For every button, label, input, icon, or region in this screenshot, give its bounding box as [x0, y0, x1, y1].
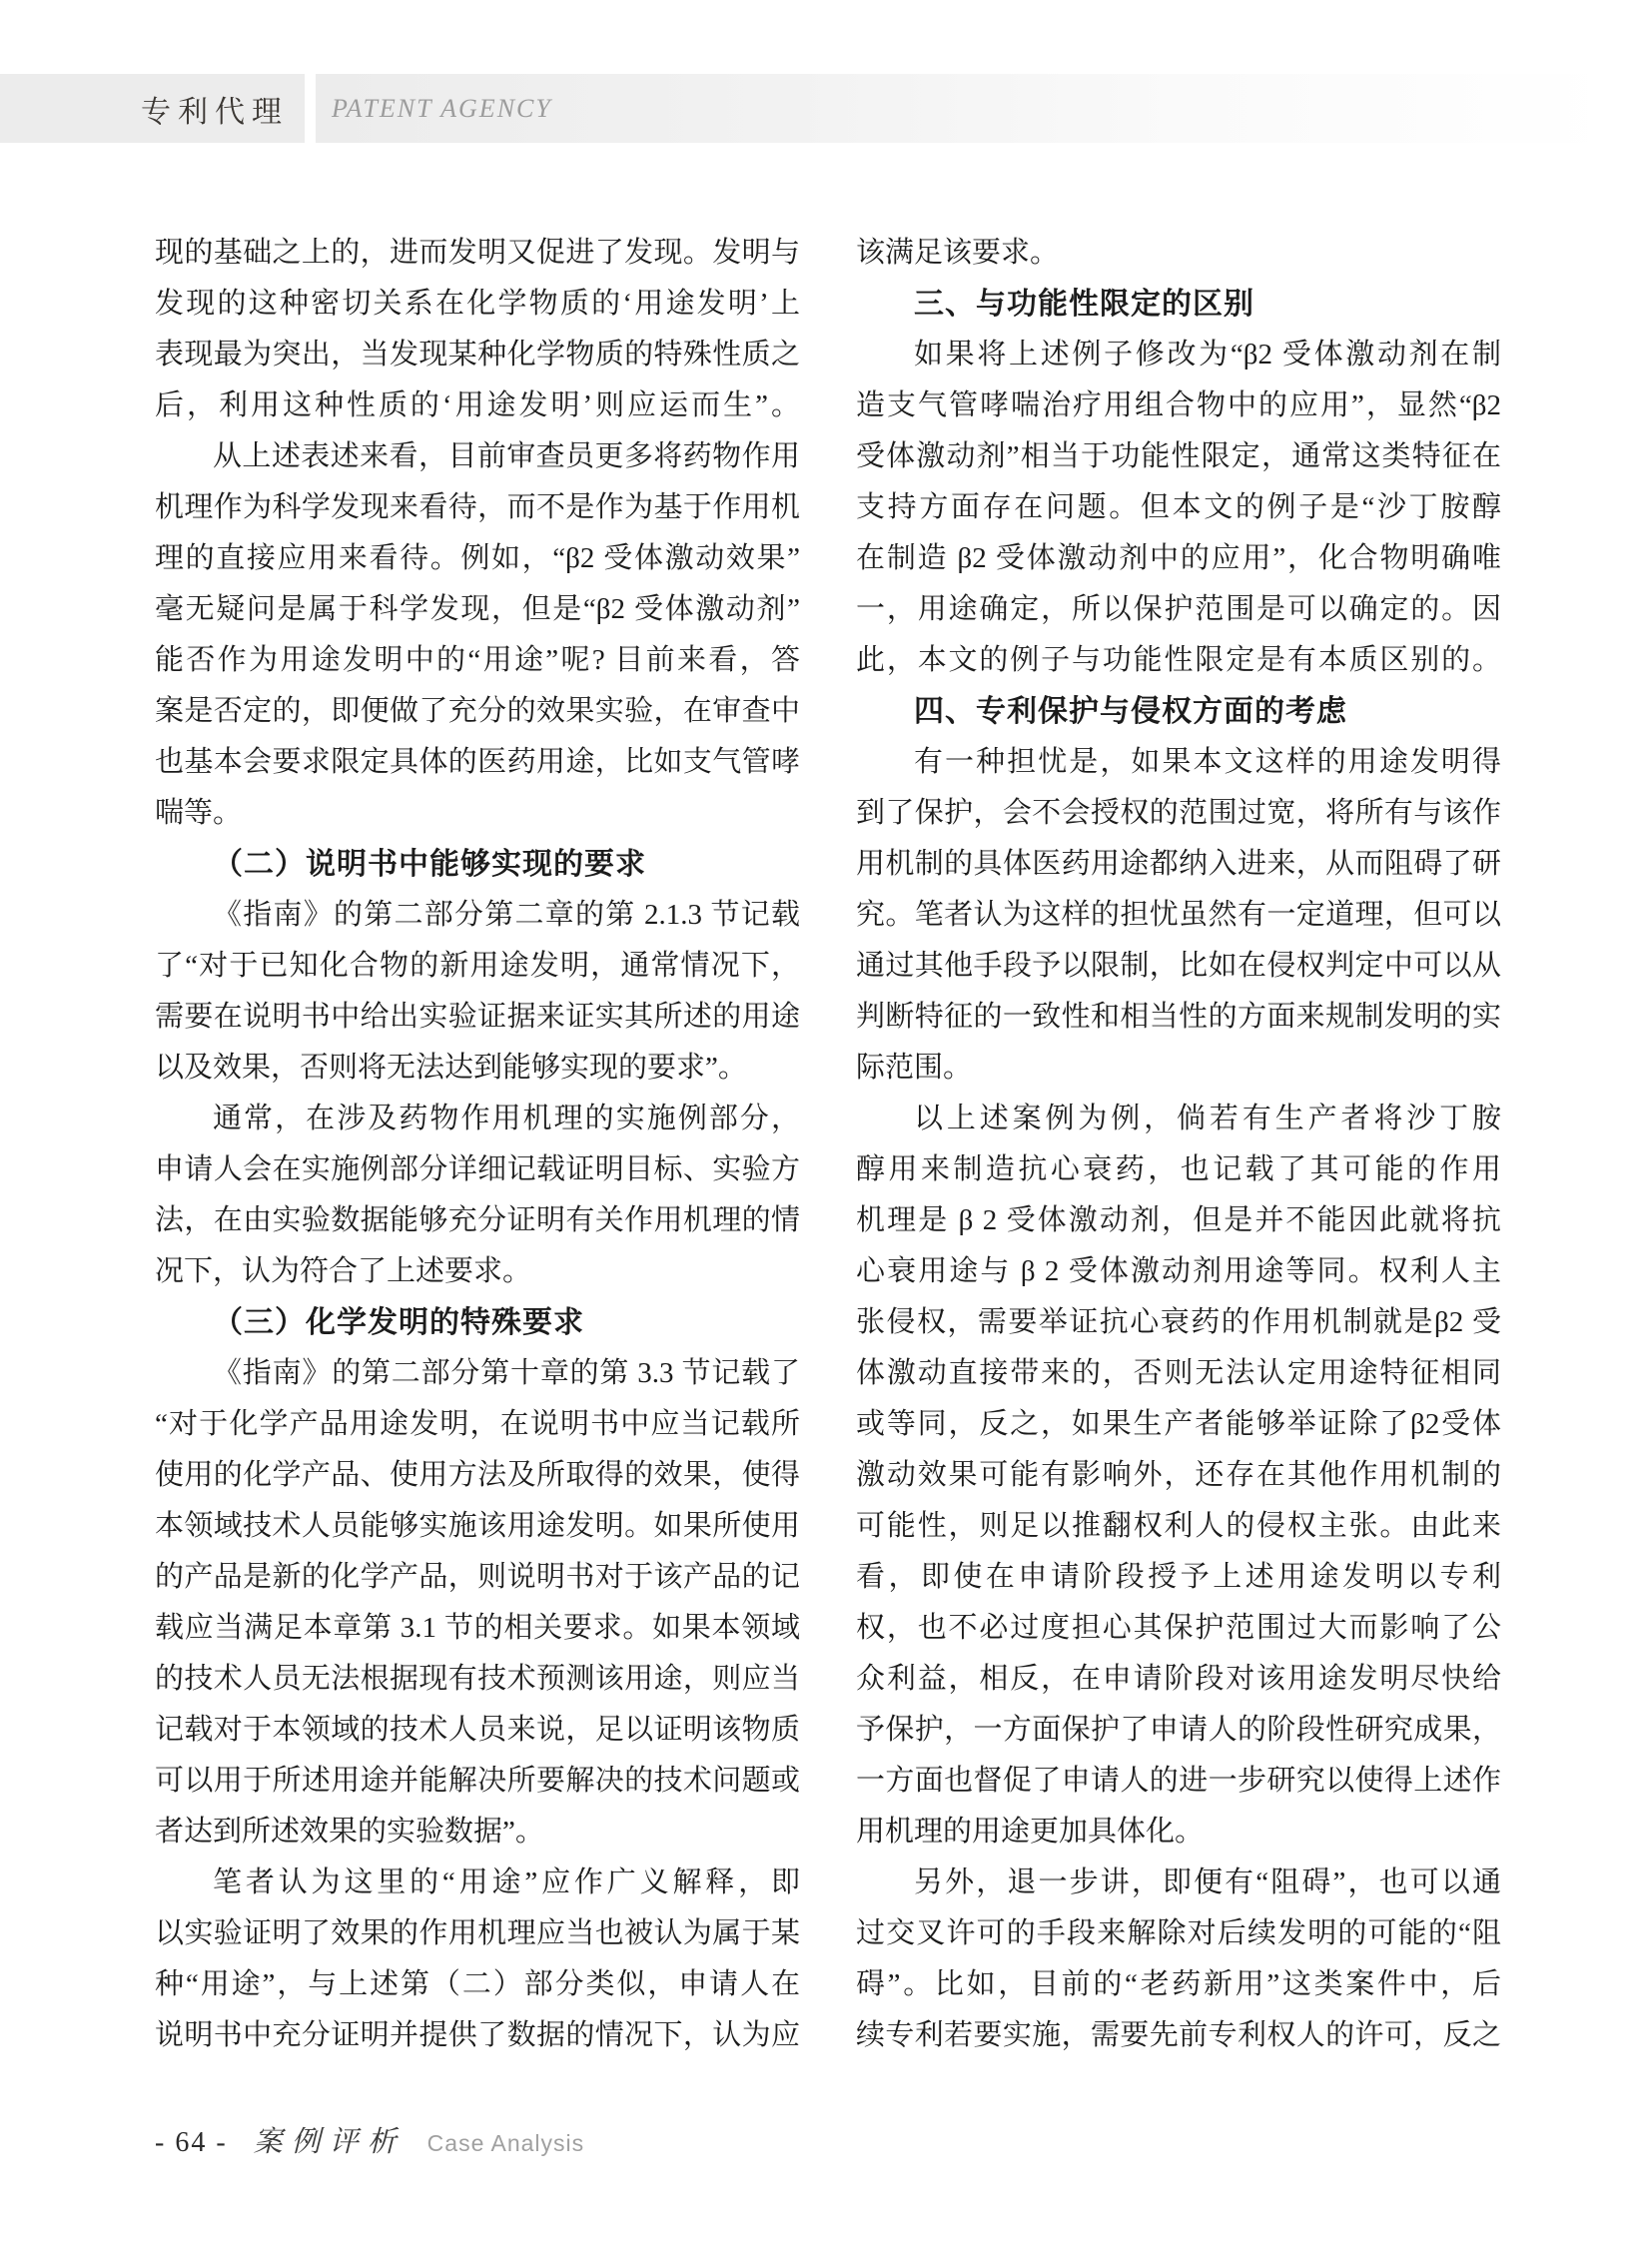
section-heading: （三）化学发明的特殊要求	[213, 1306, 584, 1339]
body-text-line: 《指南》的第二部分第二章的第 2.1.3 节记载	[213, 899, 800, 931]
body-text-line: 一，用途确定，所以保护范围是可以确定的。因	[856, 593, 1501, 625]
body-text-line: 心衰用途与 β 2 受体激动剂用途等同。权利人主	[856, 1255, 1501, 1287]
body-text-line: 醇用来制造抗心衰药，也记载了其可能的作用	[856, 1153, 1501, 1185]
body-text-line: 载应当满足本章第 3.1 节的相关要求。如果本领域	[155, 1612, 800, 1644]
body-text-line: 可能性，则足以推翻权利人的侵权主张。由此来	[856, 1510, 1501, 1542]
body-text-line: 的产品是新的化学产品，则说明书对于该产品的记	[155, 1561, 800, 1593]
section-heading: 三、与功能性限定的区别	[914, 288, 1254, 321]
body-text-line: 支持方面存在问题。但本文的例子是“沙丁胺醇	[856, 491, 1501, 523]
section-heading: （二）说明书中能够实现的要求	[213, 848, 646, 881]
body-text-line: 法，在由实验数据能够充分证明有关作用机理的情	[155, 1204, 800, 1236]
body-text-line: 用机理的用途更加具体化。	[856, 1816, 1205, 1848]
body-text-line: 如果将上述例子修改为“β2 受体激动剂在制	[914, 339, 1501, 371]
body-text-line: 种“用途”，与上述第（二）部分类似，申请人在	[155, 1968, 800, 2000]
page-subtitle: PATENT AGENCY	[332, 93, 552, 123]
body-text-line: 机理是 β 2 受体激动剂，但是并不能因此就将抗	[856, 1204, 1501, 1236]
body-text-line: 笔者认为这里的“用途”应作广义解释，即	[213, 1867, 800, 1898]
body-text-line: 通常，在涉及药物作用机理的实施例部分，	[213, 1103, 800, 1134]
body-text-line: 可以用于所述用途并能解决所要解决的技术问题或	[155, 1765, 800, 1797]
body-text-line: 的技术人员无法根据现有技术预测该用途，则应当	[155, 1663, 800, 1695]
body-text-line: 机理作为科学发现来看待，而不是作为基于作用机	[155, 491, 800, 523]
body-text-line: 权，也不必过度担心其保护范围过大而影响了公	[856, 1612, 1501, 1644]
body-text-line: 另外，退一步讲，即便有“阻碍”，也可以通	[914, 1867, 1501, 1898]
body-text-line: 该满足该要求。	[856, 237, 1060, 269]
body-text-line: 也基本会要求限定具体的医药用途，比如支气管哮	[155, 746, 800, 778]
body-text-line: 张侵权，需要举证抗心衰药的作用机制就是β2 受	[856, 1306, 1501, 1338]
body-text-line: 过交叉许可的手段来解除对后续发明的可能的“阻	[856, 1917, 1501, 1949]
body-text-line: 激动效果可能有影响外，还存在其他作用机制的	[856, 1459, 1501, 1491]
body-text-line: 判断特征的一致性和相当性的方面来规制发明的实	[856, 1001, 1501, 1033]
body-text-line: 受体激动剂”相当于功能性限定，通常这类特征在	[856, 440, 1501, 472]
body-text-line: 申请人会在实施例部分详细记载证明目标、实验方	[155, 1153, 800, 1185]
body-text-line: 记载对于本领域的技术人员来说，足以证明该物质	[155, 1714, 800, 1746]
body-text-line: 案是否定的，即便做了充分的效果实验，在审查中	[155, 695, 800, 727]
page-number: - 64 -	[155, 2127, 228, 2158]
body-text-line: 到了保护，会不会授权的范围过宽，将所有与该作	[856, 797, 1501, 829]
body-text-line: 看，即使在申请阶段授予上述用途发明以专利	[856, 1561, 1501, 1593]
body-text-line: 一方面也督促了申请人的进一步研究以使得上述作	[856, 1765, 1501, 1797]
page-title: 专利代理	[141, 95, 289, 129]
section-heading: 四、专利保护与侵权方面的考虑	[914, 695, 1347, 728]
body-text-line: 表现最为突出，当发现某种化学物质的特殊性质之	[155, 339, 800, 371]
body-text-line: 续专利若要实施，需要先前专利权人的许可，反之	[856, 2019, 1501, 2051]
body-text-line: 况下，认为符合了上述要求。	[155, 1255, 532, 1287]
body-text-line: 予保护，一方面保护了申请人的阶段性研究成果，	[856, 1714, 1501, 1746]
body-text-line: 以上述案例为例，倘若有生产者将沙丁胺	[914, 1103, 1501, 1134]
header-band-divider	[305, 74, 316, 143]
body-text-line: 理的直接应用来看待。例如，“β2 受体激动效果”	[155, 542, 800, 574]
body-text-line: 有一种担忧是，如果本文这样的用途发明得	[914, 746, 1501, 778]
footer-section-title-en: Case Analysis	[426, 2130, 585, 2156]
body-text-line: 喘等。	[155, 797, 243, 829]
body-text-line: 或等同，反之，如果生产者能够举证除了β2受体	[856, 1408, 1501, 1440]
body-text-line: 现的基础之上的，进而发明又促进了发现。发明与	[155, 237, 800, 269]
body-text-line: 以实验证明了效果的作用机理应当也被认为属于某	[155, 1917, 800, 1949]
body-text-line: 众利益，相反，在申请阶段对该用途发明尽快给	[856, 1663, 1501, 1695]
body-text-line: 本领域技术人员能够实施该用途发明。如果所使用	[155, 1510, 800, 1542]
body-text-line: 说明书中充分证明并提供了数据的情况下，认为应	[155, 2019, 800, 2051]
page-footer	[155, 2119, 584, 2160]
body-text-line: 用机制的具体医药用途都纳入进来，从而阻碍了研	[856, 848, 1501, 880]
body-text-line: 造支气管哮喘治疗用组合物中的应用”，显然“β2	[856, 389, 1501, 421]
body-text-line: 毫无疑问是属于科学发现，但是“β2 受体激动剂”	[155, 593, 800, 625]
header-band-left	[0, 74, 305, 143]
body-text-line: 了“对于已知化合物的新用途发明，通常情况下，	[155, 950, 800, 982]
body-text-line: 碍”。比如，目前的“老药新用”这类案件中，后	[856, 1968, 1501, 2000]
header-band	[0, 74, 1652, 143]
body-text-line: 究。笔者认为这样的担忧虽然有一定道理，但可以	[856, 899, 1501, 931]
body-text-line: 使用的化学产品、使用方法及所取得的效果，使得	[155, 1459, 800, 1491]
body-text-line: 《指南》的第二部分第十章的第 3.3 节记载了	[213, 1357, 800, 1389]
body-text-line: 能否作为用途发明中的“用途”呢? 目前来看，答	[155, 644, 800, 676]
body-text-line: 通过其他手段予以限制，比如在侵权判定中可以从	[856, 950, 1501, 982]
body-text-line: “对于化学产品用途发明，在说明书中应当记载所	[155, 1408, 800, 1440]
body-text-line: 者达到所述效果的实验数据”。	[155, 1816, 544, 1848]
body-text-line: 以及效果，否则将无法达到能够实现的要求”。	[155, 1052, 747, 1084]
body-text-line: 发现的这种密切关系在化学物质的‘用途发明’上	[155, 288, 800, 320]
body-text-line: 后，利用这种性质的‘用途发明’则应运而生”。	[155, 389, 800, 421]
left-column	[155, 228, 800, 2061]
body-text-line: 需要在说明书中给出实验证据来证实其所述的用途	[155, 1001, 800, 1033]
body-text-line: 在制造 β2 受体激动剂中的应用”，化合物明确唯	[856, 542, 1501, 574]
body-text-line: 际范围。	[856, 1052, 973, 1084]
body-text-line: 从上述表述来看，目前审查员更多将药物作用	[213, 440, 800, 472]
body-text-line: 体激动直接带来的，否则无法认定用途特征相同	[856, 1357, 1501, 1389]
right-column	[856, 228, 1501, 2061]
header-band-right	[316, 74, 1652, 143]
footer-section-title-cn: 案例评析	[253, 2124, 406, 2158]
body-text-line: 此，本文的例子与功能性限定是有本质区别的。	[856, 644, 1501, 676]
